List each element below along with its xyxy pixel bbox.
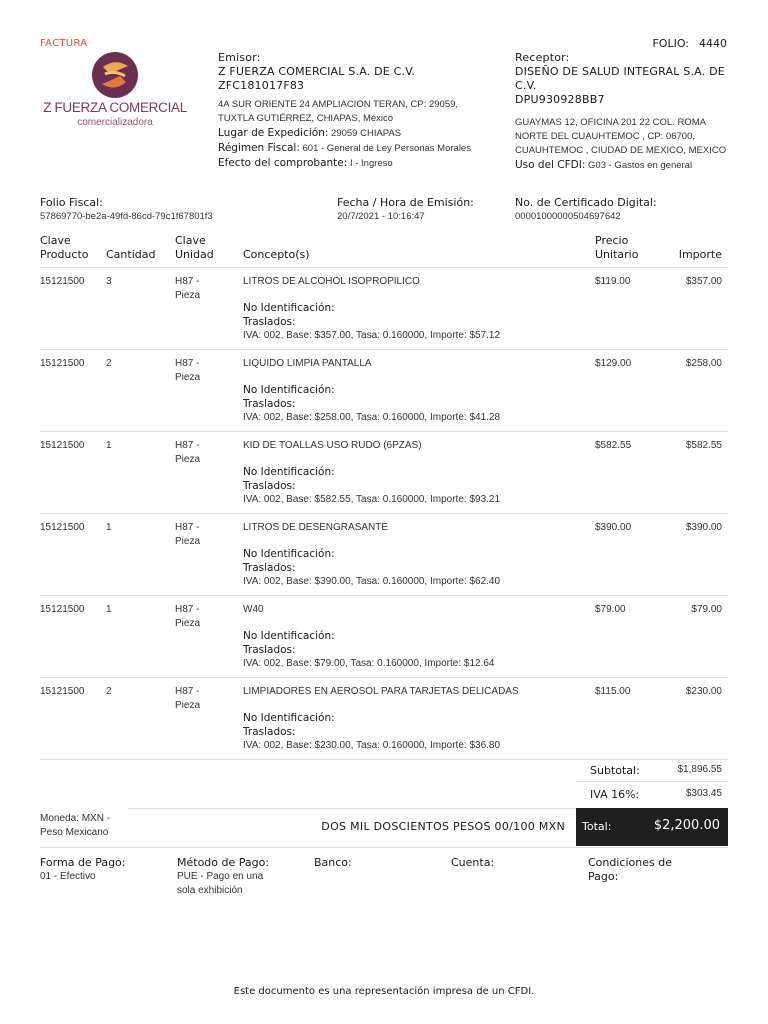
column-clave-unidad: Clave Unidad: [175, 234, 214, 261]
traslados-label: Traslados:: [243, 726, 296, 738]
cell-clave-unidad: H87 - Pieza: [175, 440, 201, 465]
tax-details: [243, 711, 500, 753]
column-precio-unitario: Precio Unitario: [595, 234, 639, 261]
emisor-label: Emisor:: [218, 51, 261, 64]
cell-importe: $582.55: [685, 440, 722, 451]
certificado-value: 00001000000504697642: [515, 211, 621, 222]
cell-importe: $230.00: [685, 686, 722, 697]
iva-detail: IVA: 002, Base: $582.55, Tasa: 0.160000, Importe: $93.21: [243, 494, 501, 505]
folio-label: FOLIO:: [652, 37, 689, 50]
logo-wordmark: Z FUERZA COMERCIAL: [43, 100, 187, 115]
subtotal-value: $1,896.55: [677, 764, 722, 775]
cell-importe: $258.00: [685, 358, 722, 369]
no-identificacion-label: No Identificación:: [243, 302, 335, 314]
cell-clave-producto: 15121500: [40, 686, 85, 697]
cuenta: [451, 856, 494, 870]
forma-pago-label: Forma de Pago:: [40, 856, 126, 869]
iva-value: $303.45: [685, 788, 722, 799]
iva-detail: IVA: 002, Base: $357.00, Tasa: 0.160000, Importe: $57.12: [243, 330, 501, 341]
folio-fiscal-value: 57869770-be2a-49fd-86cd-79c1f67801f3: [40, 211, 213, 222]
fecha-emision-value: 20/7/2021 - 10:16:47: [337, 211, 425, 222]
cell-precio-unitario: $129.00: [595, 358, 632, 369]
cell-cantidad: 1: [106, 440, 112, 451]
no-identificacion-label: No Identificación:: [243, 548, 335, 560]
cell-concepto: W40: [243, 604, 264, 615]
metodo-pago: [177, 856, 269, 898]
cell-concepto: LITROS DE ALCOHOL ISOPROPILICO: [243, 276, 420, 287]
total-label: Total:: [582, 820, 612, 833]
column-concepto: Concepto(s): [243, 248, 310, 261]
cell-clave-producto: 15121500: [40, 604, 85, 615]
cell-importe: $390.00: [685, 522, 722, 533]
iva-detail: IVA: 002, Base: $79.00, Tasa: 0.160000, Importe: $12.64: [243, 658, 495, 669]
table-row: [40, 678, 728, 760]
metodo-pago-label: Método de Pago:: [177, 856, 270, 869]
forma-pago: [40, 856, 126, 884]
cell-precio-unitario: $115.00: [595, 686, 631, 697]
footer-note: Este documento es una representación impresa de un CFDI.: [233, 986, 535, 997]
no-identificacion-label: No Identificación:: [243, 630, 335, 642]
folio: [652, 37, 727, 50]
iva-detail: IVA: 002, Base: $258.00, Tasa: 0.160000, Importe: $41.28: [243, 412, 501, 423]
iva-label: IVA 16%:: [590, 788, 640, 801]
tax-details: [243, 383, 500, 425]
forma-pago-value: 01 - Efectivo: [40, 871, 96, 882]
emisor-efecto: Efecto del comprobante: I - Ingreso: [218, 157, 393, 169]
cell-cantidad: 3: [106, 276, 112, 287]
receptor-name: DISEÑO DE SALUD INTEGRAL S.A. DE C.V.: [515, 65, 725, 92]
emisor-rfc: ZFC181017F83: [218, 79, 305, 92]
receptor-address: GUAYMAS 12, OFICINA 201 22 COL. ROMA NORTE DEL CUAUHTEMOC , CP: 06700, CUAUHTEMOC , CIUDAD DE MEXICO, MEXICO: [515, 117, 727, 156]
table-row: [40, 514, 728, 596]
cell-clave-unidad: H87 - Pieza: [175, 604, 201, 629]
fecha-emision-label: Fecha / Hora de Emisión:: [337, 196, 474, 209]
traslados-label: Traslados:: [243, 562, 296, 574]
cell-cantidad: 1: [106, 604, 112, 615]
tax-details: [243, 547, 500, 589]
receptor-block: [515, 51, 730, 173]
condiciones-pago: [588, 856, 672, 884]
traslados-label: Traslados:: [243, 480, 296, 492]
subtotal-label: Subtotal:: [590, 764, 640, 777]
emisor-block: [218, 51, 488, 171]
iva-detail: IVA: 002, Base: $230.00, Tasa: 0.160000, Importe: $36.80: [243, 740, 501, 751]
cell-precio-unitario: $390.00: [595, 522, 632, 533]
column-clave-producto: Clave Producto: [40, 234, 89, 261]
banco-label: Banco:: [314, 856, 352, 869]
cuenta-label: Cuenta:: [451, 856, 495, 869]
divider: [40, 847, 728, 848]
traslados-label: Traslados:: [243, 316, 296, 328]
column-importe: Importe: [678, 248, 722, 261]
logo-subtitle: comercializadora: [77, 117, 153, 128]
table-row: [40, 350, 728, 432]
receptor-rfc: DPU930928BB7: [515, 93, 605, 106]
tax-details: [243, 301, 500, 343]
receptor-label: Receptor:: [515, 51, 570, 64]
emisor-expedicion: Lugar de Expedición: 29059 CHIAPAS: [218, 127, 402, 139]
cell-clave-producto: 15121500: [40, 276, 85, 287]
cell-concepto: KID DE TOALLAS USO RUDO (6PZAS): [243, 440, 422, 451]
condiciones-pago-label: Condiciones de Pago:: [588, 856, 672, 883]
tax-details: [243, 629, 494, 671]
cell-clave-producto: 15121500: [40, 522, 85, 533]
total-box: [576, 808, 728, 846]
metodo-pago-value: PUE - Pago en una sola exhibición: [177, 871, 264, 896]
cell-concepto: LIQUIDO LIMPIA PANTALLA: [243, 358, 372, 369]
folio-fiscal-label: Folio Fiscal:: [40, 196, 103, 209]
table-header: [40, 234, 728, 268]
fecha-emision: [337, 196, 474, 222]
document-type-label: FACTURA: [40, 38, 88, 49]
certificado-digital: [515, 196, 657, 222]
subtotal-row: [576, 758, 728, 782]
cell-clave-unidad: H87 - Pieza: [175, 358, 201, 383]
emisor-address: 4A SUR ORIENTE 24 AMPLIACION TERAN, CP: 29059, TUXTLA GUTIÉRREZ, CHIAPAS, México: [218, 99, 459, 124]
no-identificacion-label: No Identificación:: [243, 466, 335, 478]
certificado-label: No. de Certificado Digital:: [515, 196, 657, 209]
cell-clave-producto: 15121500: [40, 440, 85, 451]
cell-cantidad: 2: [106, 686, 112, 697]
no-identificacion-label: No Identificación:: [243, 384, 335, 396]
emisor-regimen: Régimen Fiscal: 601 - General de Ley Personas Morales: [218, 142, 471, 154]
cell-importe: $79.00: [691, 604, 722, 615]
receptor-uso-cfdi: Uso del CFDI: G03 - Gastos en general: [515, 159, 693, 171]
cell-clave-producto: 15121500: [40, 358, 85, 369]
cell-clave-unidad: H87 - Pieza: [175, 522, 201, 547]
iva-detail: IVA: 002, Base: $390.00, Tasa: 0.160000, Importe: $62.40: [243, 576, 501, 587]
column-cantidad: Cantidad: [106, 248, 156, 261]
moneda: Moneda: MXN - Peso Mexicano: [40, 813, 111, 838]
emisor-name: Z FUERZA COMERCIAL S.A. DE C.V.: [218, 65, 416, 78]
table-row: [40, 268, 728, 350]
tax-details: [243, 465, 500, 507]
cell-cantidad: 2: [106, 358, 112, 369]
folio-fiscal: [40, 196, 213, 222]
iva-row: [576, 782, 728, 808]
cell-concepto: LIMPIADORES EN AEROSOL PARA TARJETAS DELICADAS: [243, 686, 519, 697]
cell-concepto: LITROS DE DESENGRASANTE: [243, 522, 389, 533]
no-identificacion-label: No Identificación:: [243, 712, 335, 724]
folio-number: 4440: [699, 37, 727, 50]
table-row: [40, 596, 728, 678]
cell-precio-unitario: $79.00: [595, 604, 626, 615]
total-value: $2,200.00: [653, 818, 720, 833]
cell-clave-unidad: H87 - Pieza: [175, 686, 201, 711]
banco: [314, 856, 352, 870]
cell-precio-unitario: $119.00: [595, 276, 631, 287]
cell-clave-unidad: H87 - Pieza: [175, 276, 201, 301]
cell-importe: $357.00: [685, 276, 722, 287]
total-in-words: DOS MIL DOSCIENTOS PESOS 00/100 MXN: [321, 820, 565, 833]
traslados-label: Traslados:: [243, 398, 296, 410]
table-row: [40, 432, 728, 514]
cell-cantidad: 1: [106, 522, 112, 533]
cell-precio-unitario: $582.55: [595, 440, 632, 451]
traslados-label: Traslados:: [243, 644, 296, 656]
